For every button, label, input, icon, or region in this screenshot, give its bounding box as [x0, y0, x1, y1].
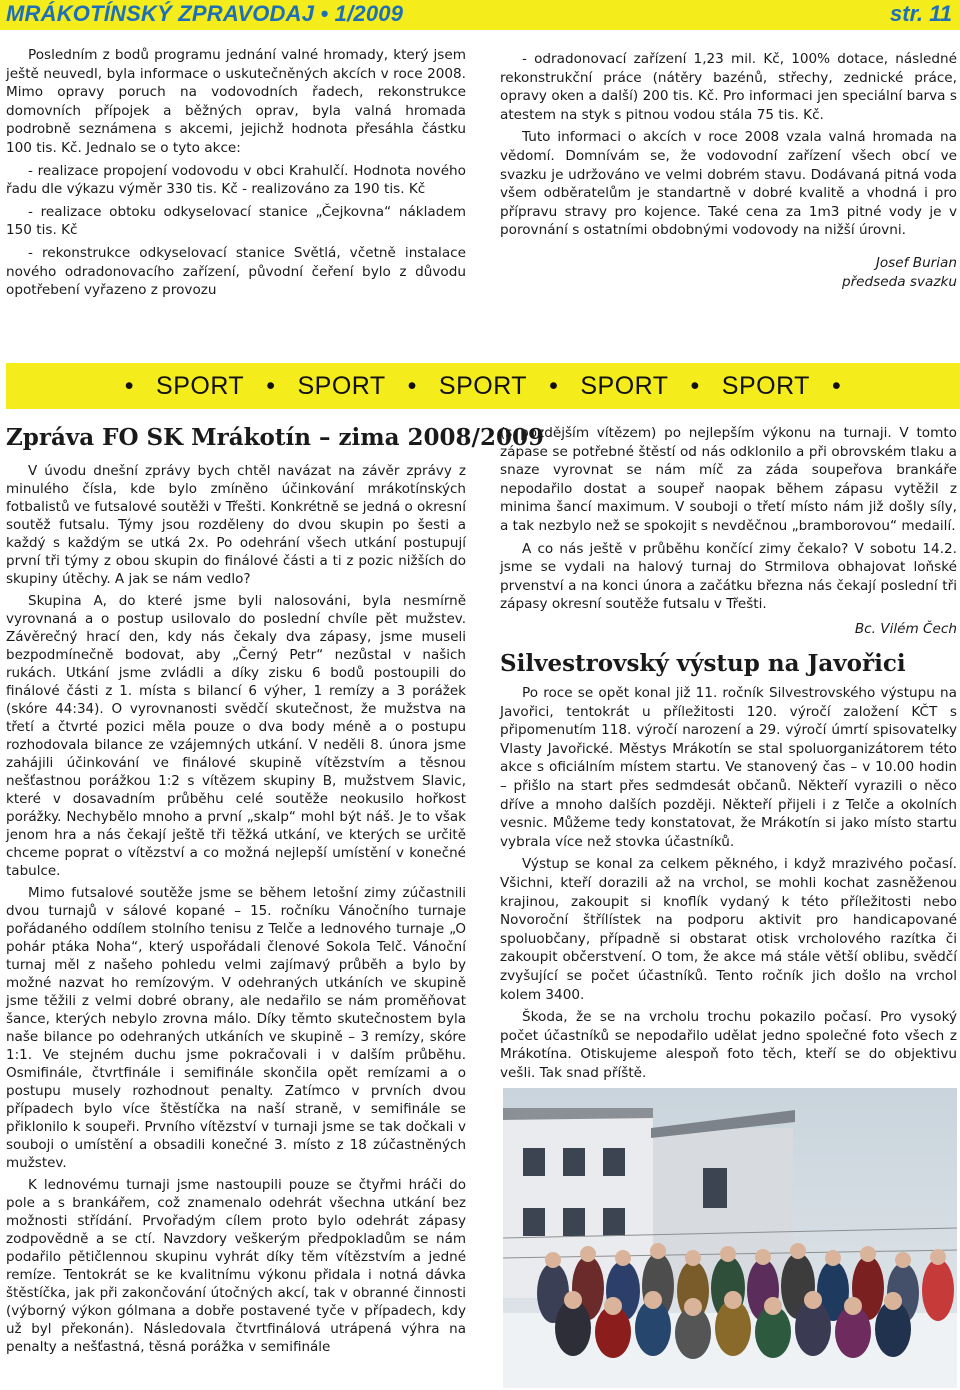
- signature-name: Bc. Vilém Čech: [854, 620, 957, 637]
- paragraph: (s pozdějším vítězem) po nejlepším výkonu na turnaji. V tomto zápase se potřebné štěstí od nás odklonilo a při obrovském tlaku a snaze vyrovnat se nám míč za záda soupeřova brankáře nepodařilo dostat a soupeř naopak během zápasu vytěžil z minima šancí maximum. V souboji o třetí místo nám již došly síly, a tak nezbylo než se spokojit s nevděčnou „bramborovou“ medailí.: [500, 425, 957, 534]
- paragraph: Výstup se konal za celkem pěkného, i když mrazivého počasí. Všichni, kteří dorazili až na vrchol, se mohli kochat zasněženou krajinou, zakoupit si knoflík vydaný k této příležitosti nebo Novoroční štřílístek na podporu aktivit pro handicapované spoluobčany, případně si obstarat otisk vrcholového razítka či zakoupit občerstvení. O tom, že akce má stále větší oblibu, svědčí zvyšující se počet účastníků. Tento ročník jich došlo na vrchol kolem 3400.: [500, 856, 957, 1003]
- page-header: [0, 0, 960, 30]
- group-photo: [503, 1088, 957, 1388]
- list-item: - odradonovací zařízení 1,23 mil. Kč, 100% dotace, následné rekonstrukční práce (nátěry bazénů, střechy, zednické práce, opravy oken a další) 200 tis. Kč. Pro informaci jen speciální barva s atestem na styk s pitnou vodou stála 75 tis. Kč.: [500, 51, 957, 123]
- sport-section-banner: • SPORT • SPORT • SPORT • SPORT • SPORT •: [6, 363, 960, 409]
- sport-label: SPORT: [156, 371, 245, 400]
- list-item: - realizace obtoku odkyselovací stanice „Čejkovna“ nákladem 150 tis. Kč: [6, 203, 466, 239]
- signature-role: předseda svazku: [841, 273, 957, 290]
- sport-label: SPORT: [721, 371, 810, 400]
- paragraph: K lednovému turnaji jsme nastoupili pouze se čtyřmi hráči do pole a s brankářem, což znamenalo odehrát všechna utkání bez možnosti střídání. Prvořadým cílem proto bylo odehrát zápasy zodpovědně a se ctí. Navzdory veškerým předpokladům se nám podařilo pětičlennou skupinu vyhrát díky těm vítězstvím a jedné remíze. Tentokrát se ke kvalitnímu výkonu přidala i notná dávka štěstíčka, jak při zakončování útočných akcí, tak v obranné činnosti (výborný výkon gólmana a dobře postavené tyče v případech, kdy už byl překonán). Následovala čtvrtfinálová utrápená výhra na penalty a nešťastná, těsná porážka v semifinále: [6, 1177, 466, 1355]
- sport-label: SPORT: [297, 371, 386, 400]
- paragraph: Mimo futsalové soutěže jsme se během letošní zimy zúčastnili dvou turnajů v sálové kopané – 15. ročníku Vánočního turnaje pořádaného oddílem stolního tenisu z Telče a lednového turnaje „O pohár ptáka Noha“, který uspořádali členové Sokola Telč. Vánoční turnaj měl z našeho pohledu velmi zajímavý průběh a bylo by možné nazvat ho remízovým. V odehraných utkáních ve skupině jsme těžili z velmi dobré obrany, ale nedařilo se nám proměňovat šance, kterých nebylo zrovna málo. Díky těmto skutečnostem byla naše bilance po odehraných utkáních ve skupině – 3 remízy, skóre 1:1. Ve stejném duchu jsme pokračovali i v dalším průběhu. Osmifinále, čtvrtfinále i semifinále skončila opět remízami a o postupu musely rozhodnout penalty. Zatímco v prvních dvou případech bylo více štěstíčka na naší straně, v semifinále se přiklonilo k soupeři. Prvního vítězství v turnaji jsme se tak dočkali v souboji o umístění a obsadili konečné 3. místo z 18 zúčastněných mužstev.: [6, 885, 466, 1171]
- sport-label: SPORT: [580, 371, 669, 400]
- list-item: - rekonstrukce odkyselovací stanice Světlá, včetně instalace nového odradonovacího zařízení, původní čeření bylo z důvodu opotřebení vyřazeno z provozu: [6, 244, 466, 299]
- paragraph: V úvodu dnešní zprávy bych chtěl navázat na závěr zprávy z minulého čísla, kde bylo zmíněno účinkování mrákotínských fotbalistů ve futsalové soutěži v Třešti. Konkrétně se jedná o okresní soutěž futsalu. Týmy jsou rozděleny do dvou skupin po šesti a každý s každým se utká 2x. Po odehrání všech utkání postupují první tři týmy z obou skupin do finálové části a ti z pozic nižších do skupiny útěchy. A jak se nám vedlo?: [6, 463, 466, 587]
- paragraph: Tuto informaci o akcích v roce 2008 vzala valná hromada na vědomí. Domnívám se, že vodovodní zařízení všech obcí ve svazku je udržováno ve velmi dobrém stavu. Dodávaná pitná voda všem odběratelům je standartně v dobré kvalitě a vhodná i pro přípravu stravy pro kojence. Také cena za 1m3 pitné vody je v porovnání s ostatními obdobnými vodovody na nižší úrovni.: [500, 129, 957, 239]
- paragraph: Skupina A, do které jsme byli nalosováni, byla nesmírně vyrovnaná a o postup usilovalo do poslední chvíle pět mužstev. Závěrečný hrací den, kdy nás čekaly dva zápasy, jsme museli bezpodmínečně bodovat, aby „Černý Petr“ nezůstal v našich rukách. Utkání jsme zvládli a díky zisku 6 bodů postoupili do finálové části z 1. místa s bilancí 6 výher, 1 remízy a 3 porážek (skóre 44:34). O vyrovnanosti svědčí skutečnost, že mužstva na třetí a čtvrté pozici měla pouze o dva body méně a o postupu rozhodovala bilance ze vzájemných utkání. V neděli 8. února jsme zahájili účinkování ve finálové skupině vítězstvím a těsnou nešťastnou porážkou 1:2 s vítězem skupiny B, mužstvem Slavic, které v dosavadním průběhu celé soutěže neokusilo hořkost porážky. Nechybělo mnoho a první „skalp“ mohl být náš. Je to však jenom hra a nás čekají ještě tři těžká utkání, ve kterých se určitě chceme poprat o vítězství a co možná nejlepší umístění v konečné tabulce.: [6, 593, 466, 879]
- football-report-right-column: [500, 424, 957, 639]
- article-heading-javorice: Silvestrovský výstup na Javořici: [500, 650, 906, 677]
- signature-name: Josef Burian: [875, 254, 957, 271]
- paragraph: Škoda, že se na vrcholu trochu pokazilo počasí. Pro vysoký počet účastníků se nepodařilo udělat jedno společné foto všech z Mrákotína. Otiskujeme alespoň foto těch, kteří se do objektivu vešli. Tak snad příště.: [500, 1009, 957, 1081]
- list-item: - realizace propojení vodovodu v obci Krahulčí. Hodnota nového řadu dle výkazu výměr 330 tis. Kč - realizováno za 190 tis. Kč: [6, 162, 466, 198]
- page-number: str. 11: [890, 1, 952, 26]
- javorice-report-column: [500, 684, 957, 1082]
- football-report-left-column: [6, 462, 466, 1356]
- paragraph: Po roce se opět konal již 11. ročník Silvestrovského výstupu na Javořici, tentokrát u příležitosti 120. výročí založení KČT s připomenutím 118. výročí narození a 29. výročí úmrtí spisovatelky Vlasty Javořické. Městys Mrákotín se stal spoluorganizátorem této akce s oficiálním místem startu. Ve stanovený čas – v 10.00 hodin – přišlo na start přes sedmdesát občanů. Někteří vyrazili o něco dříve a mnoho dalších později. Někteří přijeli i z Telče a okolních vesnic. Můžeme tedy konstatovat, že Mrákotín si jako místo startu vybrala více než stovka účastníků.: [500, 685, 957, 850]
- newsletter-title: MRÁKOTÍNSKÝ ZPRAVODAJ • 1/2009: [6, 1, 404, 26]
- paragraph: Posledním z bodů programu jednání valné hromady, který jsem ještě neuvedl, byla informace o uskutečněných akcích v roce 2008. Mimo opravy poruch na vodovodních řadech, rekonstrukce domovních přípojek a běžných oprav, byla valná hromada podrobně seznámena s akcemi, jejichž hodnota přesáhla částku 100 tis. Kč. Jednalo se o tyto akce:: [6, 47, 466, 156]
- water-report-right-column: [500, 50, 957, 291]
- paragraph: A co nás ještě v průběhu končící zimy čekalo? V sobotu 14.2. jsme se vydali na halový turnaj do Strmilova obhajovat loňské prvenství a na konci února a začátku března nás čekají poslední tři zápasy okresní soutěže futsalu v Třešti.: [500, 540, 957, 613]
- group-photo-illustration: [503, 1088, 957, 1388]
- article-heading-football: Zpráva FO SK Mrákotín – zima 2008/2009: [6, 424, 544, 451]
- sport-label: SPORT: [438, 371, 528, 400]
- water-report-left-column: [6, 46, 466, 300]
